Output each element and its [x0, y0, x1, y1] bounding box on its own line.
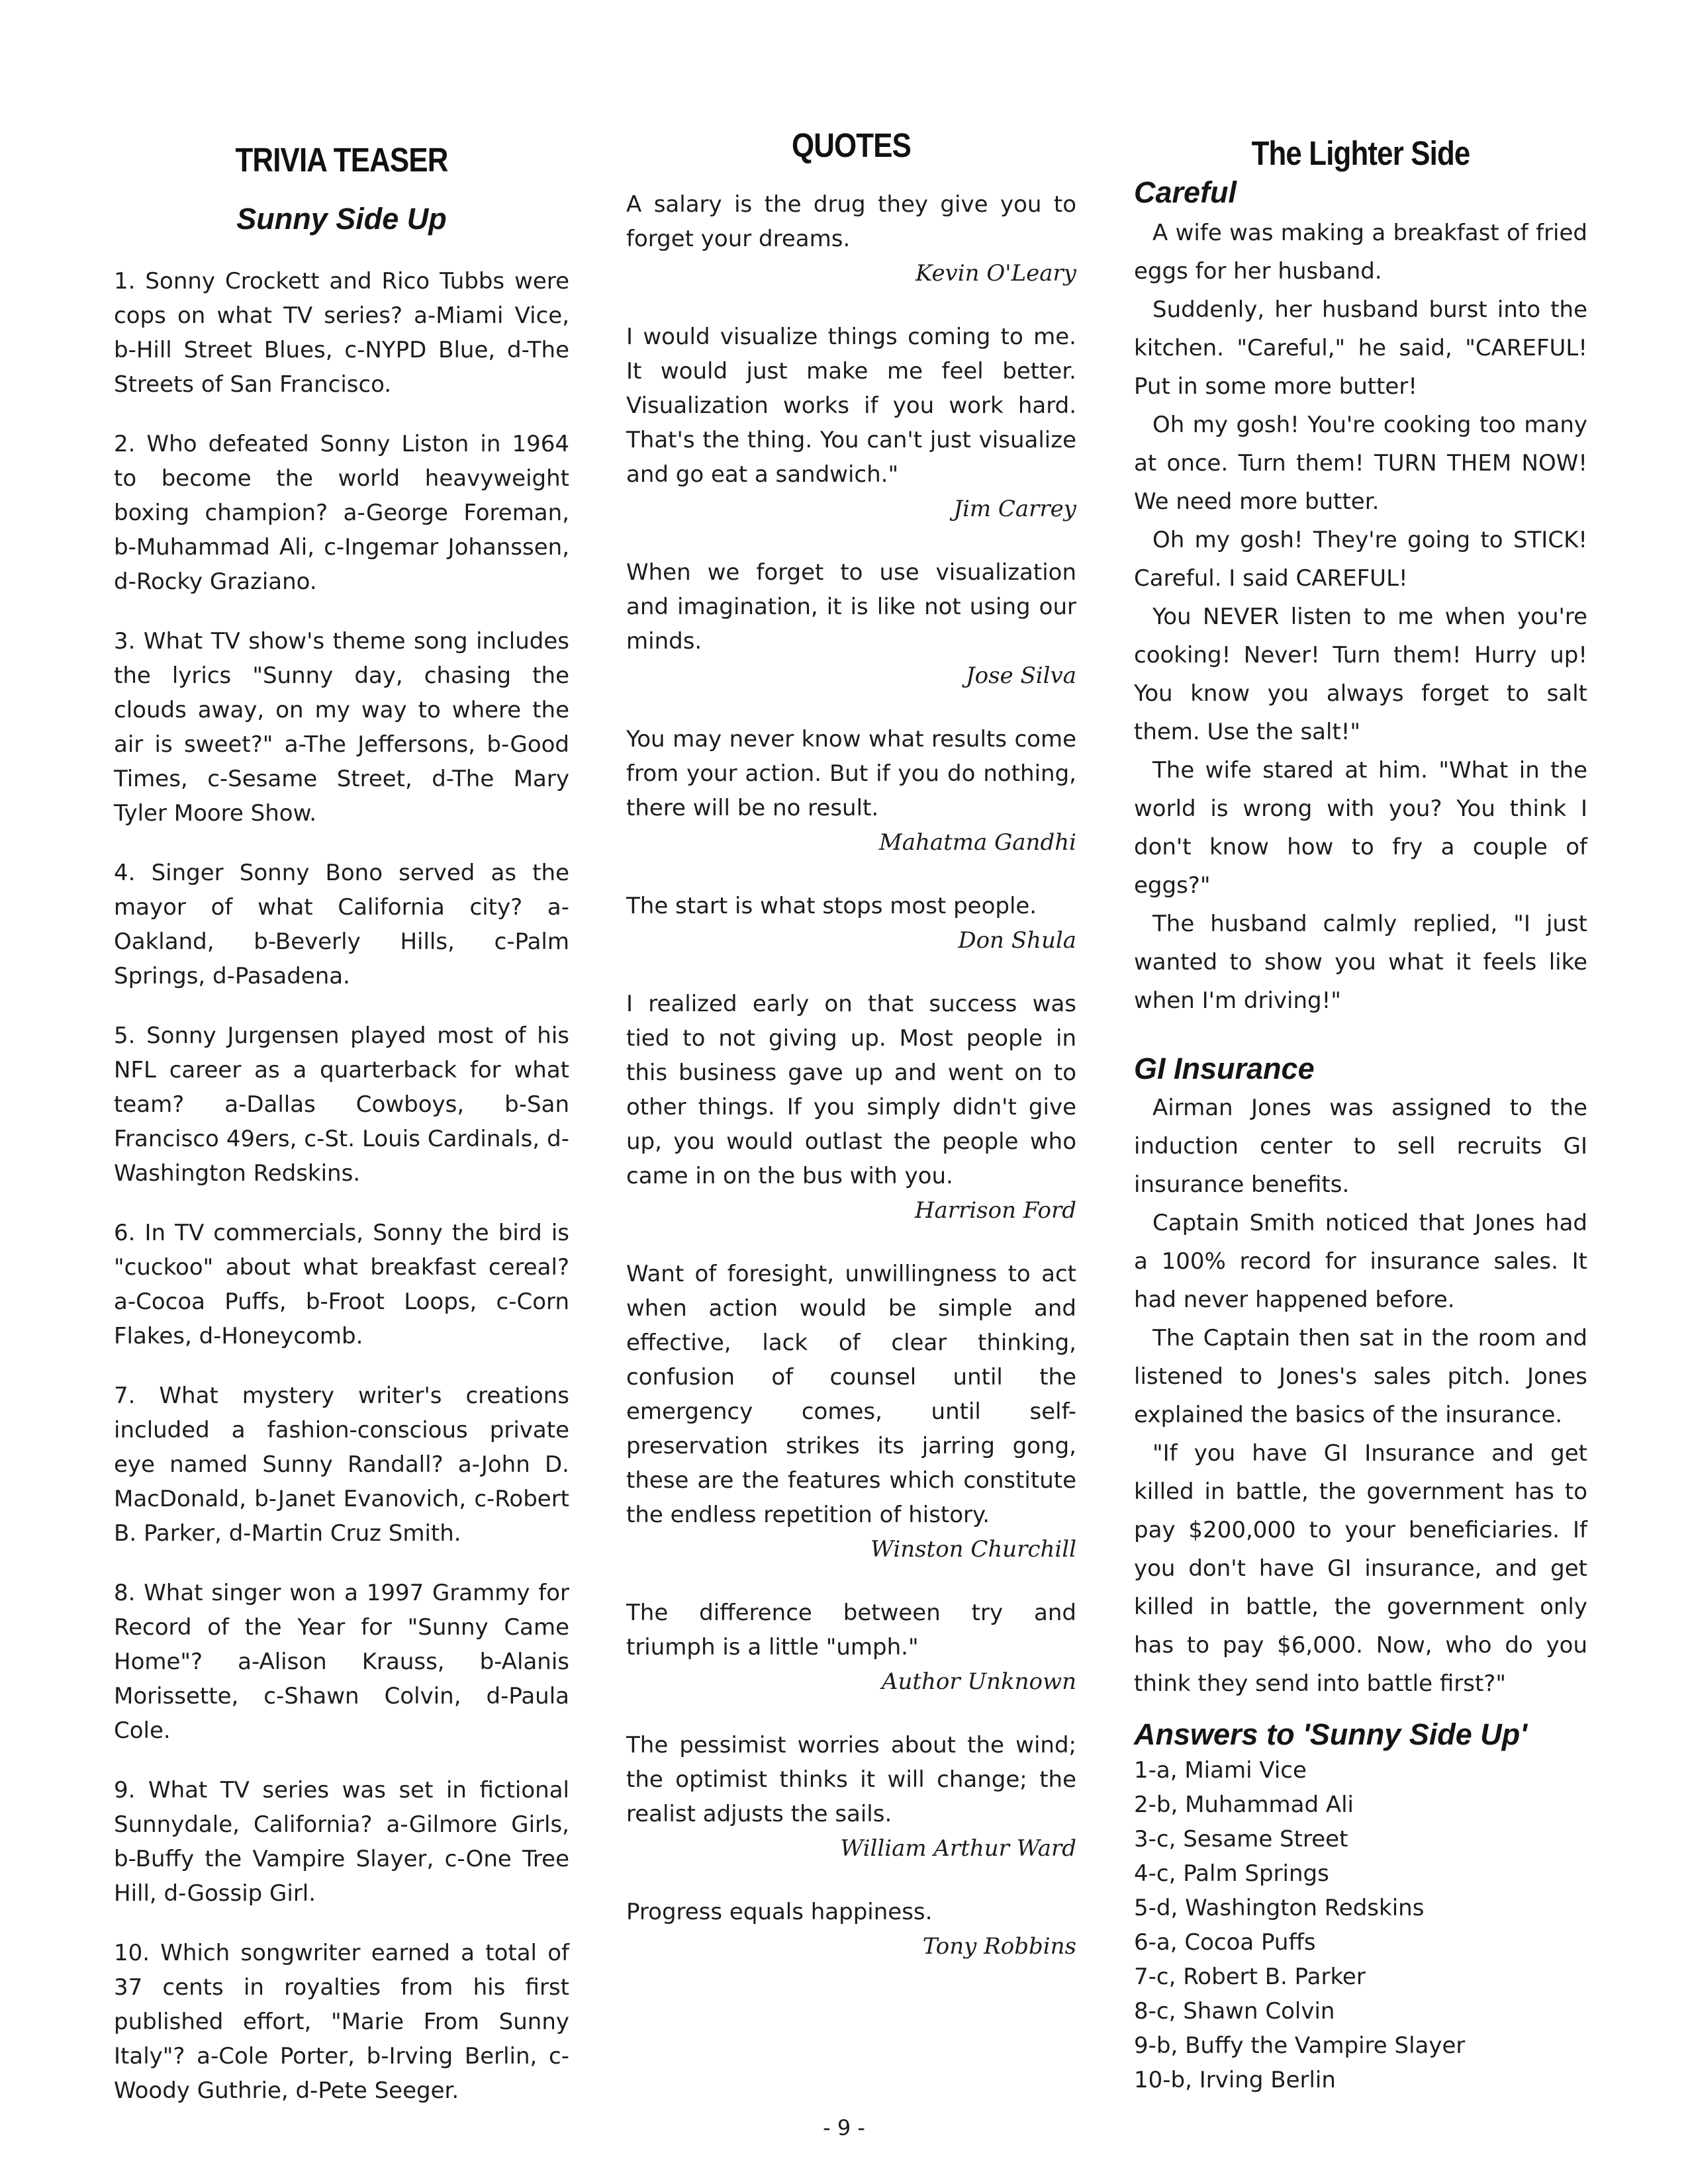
- quote-author: Harrison Ford: [914, 1197, 1076, 1224]
- answer-item: 1-a, Miami Vice: [1134, 1757, 1307, 1784]
- story-paragraph: The Captain then sat in the room and listened to Jones's sales pitch. Jones explained the basics of the insurance.: [1134, 1325, 1587, 1428]
- answer-item: 5-d, Washington Redskins: [1134, 1895, 1425, 1921]
- quotes-column: [626, 126, 1076, 1993]
- quote-block: [626, 987, 1076, 1228]
- quote-author: Winston Churchill: [870, 1536, 1076, 1563]
- quote-author: Tony Robbins: [922, 1933, 1076, 1960]
- page-number: - 9 -: [823, 2115, 865, 2140]
- trivia-question: 2. Who defeated Sonny Liston in 1964 to become the world heavyweight boxing champion? a-George Foreman, b-Muhammad Ali, c-Ingemar Johanssen, d-Rocky Graziano.: [114, 431, 569, 595]
- story-paragraph: Oh my gosh! They're going to STICK! Careful. I said CAREFUL!: [1134, 527, 1587, 592]
- quote-block: [626, 320, 1076, 526]
- story-gi-insurance: [1134, 1089, 1587, 1703]
- answers-list: [1134, 1753, 1587, 2097]
- answer-item: 7-c, Robert B. Parker: [1134, 1964, 1366, 1990]
- quote-text: A salary is the drug they give you to forget your dreams.: [626, 191, 1076, 252]
- answer-item: 9-b, Buffy the Vampire Slayer: [1134, 2032, 1466, 2059]
- answers-title: Answers to 'Sunny Side Up': [1134, 1717, 1527, 1751]
- trivia-heading: TRIVIA TEASER: [235, 141, 448, 179]
- quote-block: [626, 1728, 1076, 1866]
- story-paragraph: A wife was making a breakfast of fried eggs for her husband.: [1134, 220, 1587, 285]
- quote-text: Progress equals happiness.: [626, 1899, 933, 1925]
- quote-author: William Arthur Ward: [840, 1835, 1076, 1862]
- answer-item: 2-b, Muhammad Ali: [1134, 1792, 1354, 1818]
- trivia-question: 8. What singer won a 1997 Grammy for Record of the Year for "Sunny Came Home"? a-Alison Krauss, b-Alanis Morissette, c-Shawn Colvin, d-Paula Cole.: [114, 1580, 569, 1744]
- trivia-question: 5. Sonny Jurgensen played most of his NFL career as a quarterback for what team? a-Dallas Cowboys, b-San Francisco 49ers, c-St. Louis Cardinals, d-Washington Redskins.: [114, 1023, 569, 1187]
- lighter-side-column: [1134, 126, 1587, 2097]
- story-paragraph: You NEVER listen to me when you're cooking! Never! Turn them! Hurry up! You know you always forget to salt them. Use the salt!": [1134, 604, 1587, 745]
- quote-block: [626, 722, 1076, 860]
- quote-text: I realized early on that success was tied to not giving up. Most people in this business gave up and went on to other things. If you simply didn't give up, you would outlast the people who came in on the bus with you.: [626, 991, 1076, 1189]
- quote-text: You may never know what results come from your action. But if you do nothing, there will be no result.: [626, 726, 1076, 821]
- story-paragraph: The husband calmly replied, "I just wanted to show you what it feels like when I'm driving!": [1134, 911, 1587, 1014]
- story-paragraph: "If you have GI Insurance and get killed in battle, the government has to pay $200,000 to your beneficiaries. If you don't have GI insurance, and get killed in battle, the government only has to pay $6,000. Now, who do you think they send into battle first?": [1134, 1440, 1587, 1697]
- quote-block: [626, 889, 1076, 958]
- quote-text: The pessimist worries about the wind; the optimist thinks it will change; the realist adjusts the sails.: [626, 1732, 1076, 1827]
- quote-author: Kevin O'Leary: [915, 260, 1076, 287]
- trivia-question: 3. What TV show's theme song includes the lyrics "Sunny day, chasing the clouds away, on my way to where the air is sweet?" a-The Jeffersons, b-Good Times, c-Sesame Street, d-The Mary Tyler Moore Show.: [114, 628, 569, 827]
- trivia-question: 9. What TV series was set in fictional Sunnydale, California? a-Gilmore Girls, b-Buffy the Vampire Slayer, c-One Tree Hill, d-Gossip Girl.: [114, 1777, 569, 1907]
- lighter-side-heading: The Lighter Side: [1251, 134, 1470, 172]
- trivia-column: [114, 126, 569, 2133]
- trivia-question-list: [114, 264, 569, 2108]
- quote-author: Mahatma Gandhi: [878, 829, 1076, 856]
- quote-author: Don Shula: [958, 927, 1076, 954]
- quote-block: [626, 1895, 1076, 1964]
- answer-item: 6-a, Cocoa Puffs: [1134, 1929, 1316, 1956]
- quote-text: The start is what stops most people.: [626, 893, 1037, 919]
- quotes-heading: QUOTES: [791, 126, 912, 164]
- quote-author: Jim Carrey: [953, 496, 1076, 522]
- quote-text: The difference between try and triumph is a little "umph.": [626, 1600, 1076, 1661]
- answer-item: 3-c, Sesame Street: [1134, 1826, 1348, 1852]
- quote-author: Jose Silva: [966, 662, 1076, 689]
- quote-text: I would visualize things coming to me. It would just make me feel better. Visualization works if you work hard. That's the thing. You can't just visualize and go eat a sandwich.": [626, 324, 1076, 488]
- answer-item: 10-b, Irving Berlin: [1134, 2067, 1336, 2093]
- answer-item: 4-c, Palm Springs: [1134, 1860, 1329, 1887]
- quote-text: When we forget to use visualization and imagination, it is like not using our minds.: [626, 559, 1076, 655]
- trivia-question: 7. What mystery writer's creations included a fashion-conscious private eye named Sunny Randall? a-John D. MacDonald, b-Janet Evanovich, c-Robert B. Parker, d-Martin Cruz Smith.: [114, 1383, 569, 1547]
- answer-item: 8-c, Shawn Colvin: [1134, 1998, 1335, 2025]
- trivia-question: 10. Which songwriter earned a total of 37 cents in royalties from his first published effort, "Marie From Sunny Italy"? a-Cole Porter, b-Irving Berlin, c-Woody Guthrie, d-Pete Seeger.: [114, 1940, 569, 2104]
- quote-text: Want of foresight, unwillingness to act when action would be simple and effective, lack of clear thinking, confusion of counsel until the emergency comes, until self-preservation strikes its jarring gong, these are the features which constitute the endless repetition of history.: [626, 1261, 1076, 1528]
- quote-block: [626, 555, 1076, 693]
- trivia-question: 6. In TV commercials, Sonny the bird is "cuckoo" about what breakfast cereal? a-Cocoa Puffs, b-Froot Loops, c-Corn Flakes, d-Honeycomb.: [114, 1220, 569, 1349]
- trivia-question: 4. Singer Sonny Bono served as the mayor of what California city? a-Oakland, b-Beverly Hills, c-Palm Springs, d-Pasadena.: [114, 860, 569, 989]
- quote-author: Author Unknown: [881, 1668, 1076, 1695]
- story-paragraph: Captain Smith noticed that Jones had a 100% record for insurance sales. It had never happened before.: [1134, 1210, 1587, 1313]
- trivia-subheading: Sunny Side Up: [236, 202, 447, 236]
- story-title-careful: Careful: [1134, 175, 1237, 209]
- story-paragraph: Suddenly, her husband burst into the kitchen. "Careful," he said, "CAREFUL! Put in some more butter!: [1134, 296, 1587, 400]
- story-careful: [1134, 214, 1587, 1020]
- story-paragraph: Airman Jones was assigned to the induction center to sell recruits GI insurance benefits.: [1134, 1095, 1587, 1198]
- story-paragraph: Oh my gosh! You're cooking too many at once. Turn them! TURN THEM NOW! We need more butter.: [1134, 412, 1587, 515]
- quote-block: [626, 1257, 1076, 1567]
- trivia-question: 1. Sonny Crockett and Rico Tubbs were cops on what TV series? a-Miami Vice, b-Hill Street Blues, c-NYPD Blue, d-The Streets of San Francisco.: [114, 268, 569, 398]
- story-title-gi-insurance: GI Insurance: [1134, 1052, 1315, 1085]
- quote-block: [626, 187, 1076, 291]
- quote-block: [626, 1596, 1076, 1699]
- story-paragraph: The wife stared at him. "What in the world is wrong with you? You think I don't know how to fry a couple of eggs?": [1134, 757, 1587, 899]
